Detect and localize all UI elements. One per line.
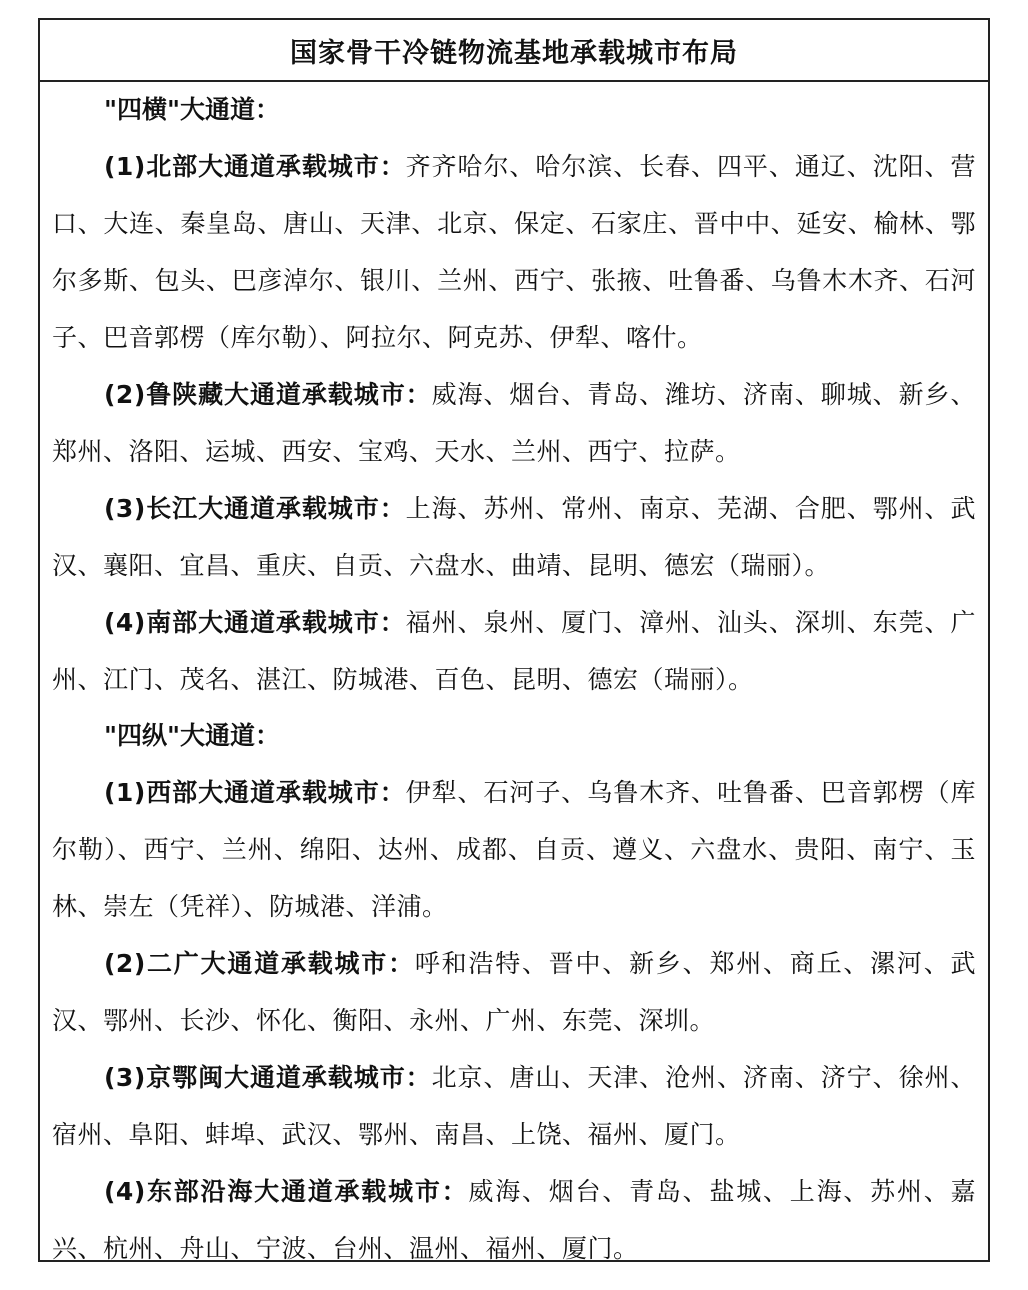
corridor-north bbox=[52, 138, 976, 366]
corridor-cities: 呼和浩特、晋中、新乡、郑州、商丘、漯河、武汉、鄂州、长沙、怀化、衡阳、永州、广州、东莞、深圳。 bbox=[52, 949, 976, 1035]
corridor-west bbox=[52, 764, 976, 935]
corridor-lu-shaan-zang bbox=[52, 366, 976, 480]
corridor-label: (2)二广大通道承载城市： bbox=[104, 949, 415, 978]
corridor-east-coast bbox=[52, 1163, 976, 1277]
table-body bbox=[40, 82, 988, 1277]
corridor-label: (4)东部沿海大通道承载城市： bbox=[104, 1177, 469, 1206]
corridor-cities: 威海、烟台、青岛、盐城、上海、苏州、嘉兴、杭州、舟山、宁波、台州、温州、福州、厦门。 bbox=[52, 1177, 976, 1263]
corridor-cities: 伊犁、石河子、乌鲁木齐、吐鲁番、巴音郭楞（库尔勒）、西宁、兰州、绵阳、达州、成都、自贡、遵义、六盘水、贵阳、南宁、玉林、崇左（凭祥）、防城港、洋浦。 bbox=[52, 778, 976, 921]
table-title: 国家骨干冷链物流基地承载城市布局 bbox=[40, 20, 988, 82]
layout-table bbox=[38, 18, 990, 1262]
corridor-label: (3)京鄂闽大通道承载城市： bbox=[104, 1063, 432, 1092]
corridor-label: (4)南部大通道承载城市： bbox=[104, 608, 406, 637]
corridor-label: (3)长江大通道承载城市： bbox=[104, 494, 406, 523]
corridor-label: (2)鲁陕藏大通道承载城市： bbox=[104, 380, 432, 409]
corridor-yangtze bbox=[52, 480, 976, 594]
corridor-erguang bbox=[52, 935, 976, 1049]
corridor-cities: 威海、烟台、青岛、潍坊、济南、聊城、新乡、郑州、洛阳、运城、西安、宝鸡、天水、兰州、西宁、拉萨。 bbox=[52, 380, 976, 466]
corridor-cities: 上海、苏州、常州、南京、芜湖、合肥、鄂州、武汉、襄阳、宜昌、重庆、自贡、六盘水、曲靖、昆明、德宏（瑞丽）。 bbox=[52, 494, 976, 580]
section-heading-four-horizontal: "四横"大通道： bbox=[104, 95, 281, 124]
corridor-jing-e-min bbox=[52, 1049, 976, 1163]
corridor-label: (1)北部大通道承载城市： bbox=[104, 152, 406, 181]
corridor-cities: 福州、泉州、厦门、漳州、汕头、深圳、东莞、广州、江门、茂名、湛江、防城港、百色、昆明、德宏（瑞丽）。 bbox=[52, 608, 976, 694]
corridor-label: (1)西部大通道承载城市： bbox=[104, 778, 406, 807]
corridor-cities: 齐齐哈尔、哈尔滨、长春、四平、通辽、沈阳、营口、大连、秦皇岛、唐山、天津、北京、保定、石家庄、晋中中、延安、榆林、鄂尔多斯、包头、巴彦淖尔、银川、兰州、西宁、张掖、吐鲁番、乌鲁木木齐、石河子、巴音郭楞（库尔勒）、阿拉尔、阿克苏、伊犁、喀什。 bbox=[52, 152, 976, 352]
section-heading-four-vertical: "四纵"大通道： bbox=[104, 721, 281, 750]
corridor-south bbox=[52, 594, 976, 708]
corridor-cities: 北京、唐山、天津、沧州、济南、济宁、徐州、宿州、阜阳、蚌埠、武汉、鄂州、南昌、上饶、福州、厦门。 bbox=[52, 1063, 976, 1149]
